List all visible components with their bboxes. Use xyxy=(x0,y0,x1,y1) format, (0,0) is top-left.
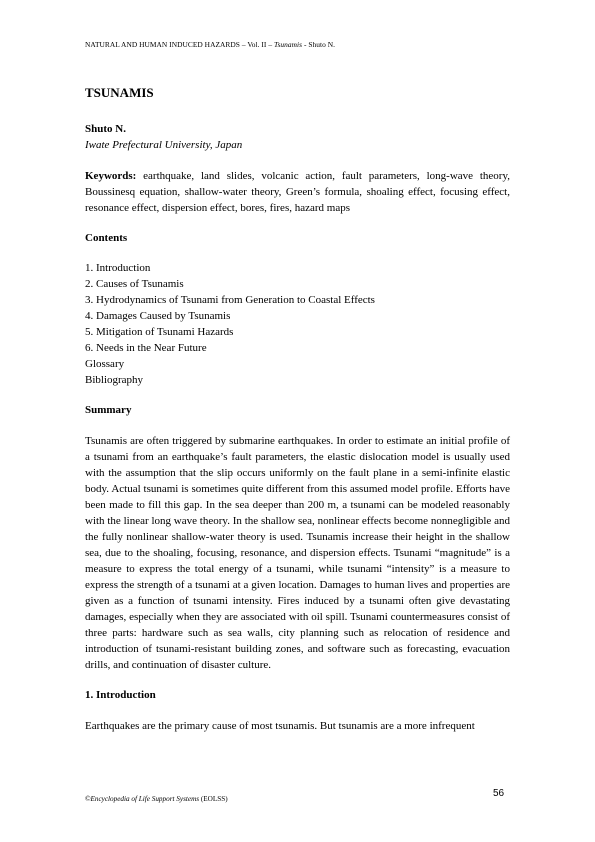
contents-item-hydrodynamics: 3. Hydrodynamics of Tsunami from Generation to Coastal Effects xyxy=(85,294,375,306)
header-series: NATURAL AND HUMAN INDUCED HAZARDS – Vol. II – xyxy=(85,40,274,49)
keywords-label: Keywords: xyxy=(85,170,137,182)
page-number: 56 xyxy=(493,788,505,799)
contents-item-introduction: 1. Introduction xyxy=(85,262,151,274)
introduction-paragraph: Earthquakes are the primary cause of most tsunamis. But tsunamis are a more infrequent xyxy=(85,720,475,732)
article-author: Shuto N. xyxy=(85,123,126,135)
article-affiliation: Iwate Prefectural University, Japan xyxy=(85,139,243,151)
summary-heading: Summary xyxy=(85,404,132,416)
contents-item-bibliography: Bibliography xyxy=(85,374,144,386)
introduction-heading: 1. Introduction xyxy=(85,689,156,701)
contents-item-needs: 6. Needs in the Near Future xyxy=(85,342,207,354)
page-body xyxy=(85,85,510,734)
contents-item-causes: 2. Causes of Tsunamis xyxy=(85,278,184,290)
footer-copyright xyxy=(85,795,228,803)
contents-item-glossary: Glossary xyxy=(85,358,125,370)
footer-copyright-text: ©Encyclopedia of Life Support Systems xyxy=(85,795,200,803)
running-header xyxy=(85,40,335,49)
header-topic: Tsunamis xyxy=(273,40,303,49)
keywords-text: earthquake, land slides, volcanic action, fault parameters, long-wave theory, Boussinesq equation, shallow-water theory, Green’s formula, shoaling effect, focusing effect, resonance effect, dispersion effect, bores, fires, hazard maps xyxy=(85,170,510,214)
contents-item-damages: 4. Damages Caused by Tsunamis xyxy=(85,310,231,322)
contents-heading: Contents xyxy=(85,232,128,244)
article-title: TSUNAMIS xyxy=(85,85,154,100)
contents-list xyxy=(85,260,510,388)
header-author: - Shuto N. xyxy=(302,40,336,49)
summary-paragraph: Tsunamis are often triggered by submarine earthquakes. In order to estimate an initial profile of a tsunami from an earthquake’s fault parameters, the elastic dislocation model is usually used with the assumption that the slip occurs uniformly on the fault plane in a semi-infinite elastic body. Actual tsunami is sometimes quite different from this assumed model profile. Efforts have been made to fill this gap. In the sea deeper than 200 m, a tsunami can be modeled reasonably with the linear long wave theory. In the shallow sea, nonlinear effects become nonnegligible and the fully nonlinear shallow-water theory is used. Tsunamis increase their height in the shallow sea, due to the shoaling, focusing, resonance, and dispersion effects. Tsunami “magnitude” is a measure to express the total energy of a tsunami, while tsunami “intensity” is a measure to express the strength of a tsunami at a given location. Damages to human lives and properties are given as a function of tsunami intensity. Fires induced by a tsunami often give devastating damages, especially when they are associated with oil spill. Tsunami countermeasures consist of three parts: hardware such as sea walls, city planning such as relocation of residence and introduction of tsunami-resistant building zones, and software such as forecasting, evacuation drills, and continuation of disaster culture. xyxy=(85,435,510,671)
footer-org: (EOLSS) xyxy=(199,795,228,803)
contents-item-mitigation: 5. Mitigation of Tsunami Hazards xyxy=(85,326,234,338)
keywords-paragraph xyxy=(85,168,510,216)
